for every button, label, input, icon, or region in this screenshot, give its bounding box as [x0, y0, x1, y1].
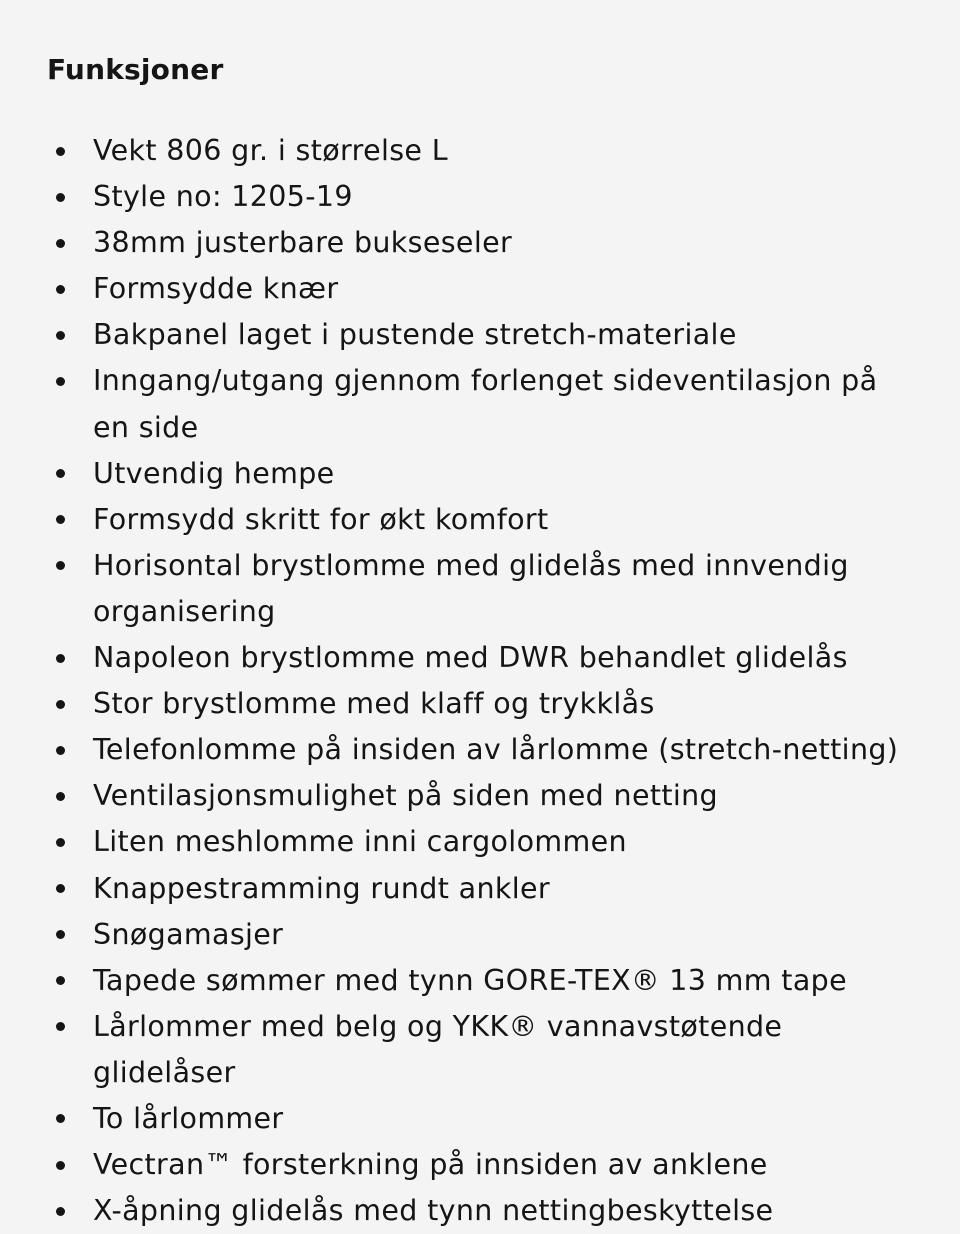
- bullet-icon: [56, 331, 65, 340]
- bullet-icon: [56, 377, 65, 386]
- bullet-icon: [56, 147, 65, 156]
- feature-item: [47, 773, 917, 819]
- feature-text: Tapede sømmer med tynn GORE-TEX® 13 mm tape: [93, 963, 847, 997]
- feature-text: Stor brystlomme med klaff og trykklås: [93, 687, 655, 721]
- bullet-icon: [56, 561, 65, 570]
- bullet-icon: [56, 930, 65, 939]
- feature-item: [47, 727, 917, 773]
- feature-item: [47, 1004, 917, 1096]
- feature-text: Napoleon brystlomme med DWR behandlet glidelås: [93, 641, 848, 675]
- feature-item: [47, 958, 917, 1004]
- feature-item: [47, 1096, 917, 1142]
- bullet-icon: [56, 884, 65, 893]
- feature-item: [47, 358, 917, 450]
- bullet-icon: [56, 976, 65, 985]
- feature-text: Ventilasjonsmulighet på siden med netting: [93, 779, 718, 813]
- feature-text: Vectran™ forsterkning på innsiden av anklene: [93, 1148, 768, 1182]
- feature-text: Knappestramming rundt ankler: [93, 871, 550, 905]
- feature-item: [47, 174, 917, 220]
- feature-text: X-åpning glidelås med tynn nettingbeskyttelse: [93, 1194, 774, 1228]
- feature-text: To lårlommer: [93, 1101, 284, 1135]
- feature-item: [47, 312, 917, 358]
- bullet-icon: [56, 239, 65, 248]
- feature-item: [47, 819, 917, 865]
- bullet-icon: [56, 193, 65, 202]
- bullet-icon: [56, 1207, 65, 1216]
- bullet-icon: [56, 469, 65, 478]
- feature-item: [47, 912, 917, 958]
- feature-item: [47, 681, 917, 727]
- feature-text: Horisontal brystlomme med glidelås med innvendig organisering: [93, 548, 849, 628]
- feature-text: Utvendig hempe: [93, 456, 335, 490]
- bullet-icon: [56, 285, 65, 294]
- feature-item: [47, 497, 917, 543]
- section-title: Funksjoner: [47, 53, 224, 86]
- feature-item: [47, 1142, 917, 1188]
- feature-text: Liten meshlomme inni cargolommen: [93, 825, 627, 859]
- feature-text: Inngang/utgang gjennom forlenget sideventilasjon på en side: [93, 364, 878, 444]
- feature-item: [47, 266, 917, 312]
- feature-text: Bakpanel laget i pustende stretch-materiale: [93, 318, 737, 352]
- feature-item: [47, 866, 917, 912]
- feature-item: [47, 1188, 917, 1234]
- feature-text: Snøgamasjer: [93, 917, 284, 951]
- bullet-icon: [56, 792, 65, 801]
- feature-item: [47, 220, 917, 266]
- bullet-icon: [56, 1161, 65, 1170]
- bullet-icon: [56, 654, 65, 663]
- feature-text: Vekt 806 gr. i størrelse L: [93, 134, 448, 167]
- bullet-icon: [56, 746, 65, 755]
- feature-text: Formsydd skritt for økt komfort: [93, 502, 549, 536]
- bullet-icon: [56, 838, 65, 847]
- bullet-icon: [56, 700, 65, 709]
- bullet-icon: [56, 515, 65, 524]
- feature-item: [47, 635, 917, 681]
- feature-item: [47, 128, 917, 174]
- feature-text: 38mm justerbare bukseseler: [93, 226, 513, 260]
- feature-text: Lårlommer med belg og YKK® vannavstøtende glidelåser: [93, 1009, 783, 1089]
- feature-text: Telefonlomme på insiden av lårlomme (stretch-netting): [93, 733, 899, 767]
- bullet-icon: [56, 1022, 65, 1031]
- bullet-icon: [56, 1114, 65, 1123]
- feature-text: Style no: 1205-19: [93, 180, 353, 214]
- feature-item: [47, 451, 917, 497]
- feature-text: Formsydde knær: [93, 272, 339, 306]
- feature-item: [47, 543, 917, 635]
- features-list: [47, 128, 917, 1234]
